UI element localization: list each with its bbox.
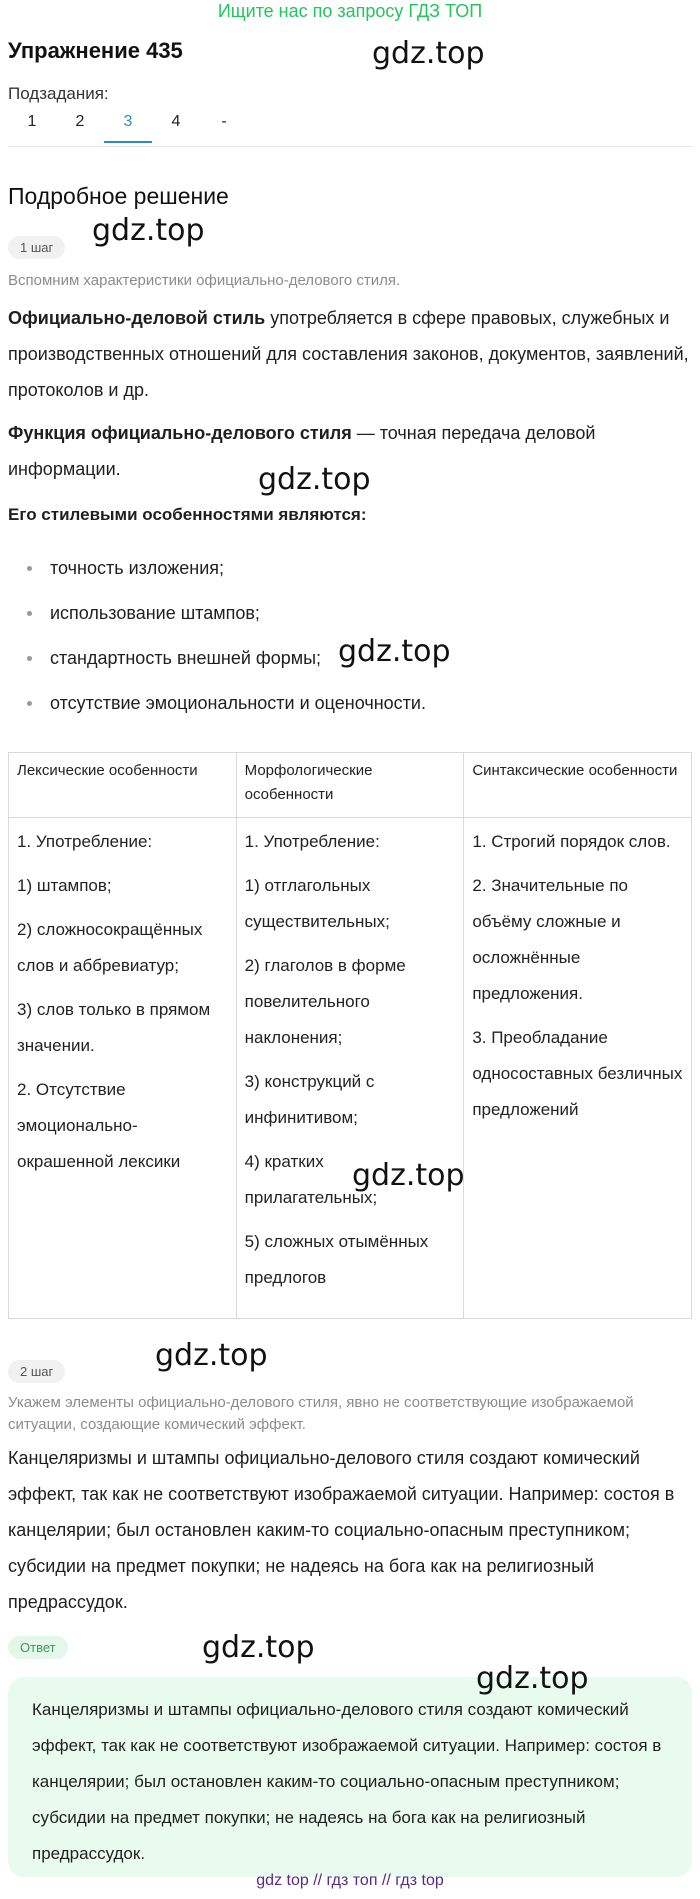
watermark: gdz.top [476, 1661, 589, 1696]
cell-line: 2) сложносокращённых слов и аббревиатур; [17, 920, 203, 975]
watermark: gdz.top [352, 1158, 465, 1193]
watermark: gdz.top [258, 462, 371, 497]
cell-line: 1. Строгий порядок слов. [472, 832, 671, 851]
cell-line: 3) слов только в прямом значении. [17, 1000, 211, 1055]
table-cell-morphological [236, 818, 464, 1319]
divider [8, 146, 692, 147]
watermark: gdz.top [92, 213, 205, 248]
cell-line: 3. Преобладание односоставных безличных предложений [472, 1028, 683, 1119]
watermark: gdz.top [338, 634, 451, 669]
tab-2[interactable]: 2 [75, 113, 85, 130]
cell-line: 1. Употребление: [17, 832, 153, 851]
cell-line: 3) конструкций с инфинитивом; [244, 1072, 375, 1127]
table-header: Морфологические особенности [236, 753, 464, 818]
step-1-badge: 1 шаг [8, 236, 65, 259]
subtask-tabs [8, 113, 248, 143]
tab-3[interactable]: 3 [104, 113, 152, 143]
list-item: использование штампов; [20, 598, 426, 643]
tab-1[interactable]: 1 [27, 113, 37, 130]
table-cell-syntactic [464, 818, 692, 1319]
tab-dash[interactable]: - [221, 113, 227, 130]
cell-line: 1. Употребление: [244, 832, 380, 851]
list-item: точность изложения; [20, 553, 426, 598]
features-heading [8, 497, 692, 533]
footer: gdz top // гдз топ // гдз top [256, 1872, 444, 1889]
page-title: Упражнение 435 [8, 38, 183, 63]
step-2-badge: 2 шаг [8, 1360, 65, 1383]
cell-line: 2. Отсутствие эмоционально-окрашенной лексики [17, 1080, 181, 1171]
cell-line: 2. Значительные по объёму сложные и осложнённые предложения. [472, 876, 629, 1003]
answer-text: Канцеляризмы и штампы официально-делового стиля создают комический эффект, так как не соответствуют изображаемой ситуации. Например: состоя в канцелярии; был остановлен каким-то социально-опасным преступником; субсидии на предмет покупки; не надеясь на бога как на религиозный предрассудок. [32, 1700, 662, 1863]
watermark: gdz.top [155, 1338, 268, 1373]
function-text: — точная передача деловой информации. [8, 423, 596, 479]
list-item: стандартность внешней формы; [20, 643, 426, 688]
style-definition-text: употребляется в сфере правовых, служебных и производственных отношений для составления законов, документов, заявлений, протоколов и др. [8, 308, 689, 400]
cell-line: 5) сложных отымённых предлогов [244, 1232, 429, 1287]
cell-line: 2) глаголов в форме повелительного наклонения; [244, 956, 406, 1047]
table-header: Синтаксические особенности [464, 753, 692, 818]
table-cell-lexical [9, 818, 237, 1319]
style-term: Официально-деловой стиль [8, 308, 266, 328]
subtasks-label: Подзадания: [8, 84, 109, 103]
features-heading-text: Его стилевыми особенностями являются: [8, 505, 367, 524]
watermark: gdz.top [202, 1630, 315, 1665]
watermark: gdz.top [372, 36, 485, 71]
cell-line: 1) штампов; [17, 876, 112, 895]
cell-line: 1) отглагольных существительных; [244, 876, 390, 931]
solution-heading: Подробное решение [8, 183, 229, 209]
table-header: Лексические особенности [9, 753, 237, 818]
step-2-text: Канцеляризмы и штампы официально-делового стиля создают комический эффект, так как не соответствуют изображаемой ситуации. Например: состоя в канцелярии; был остановлен каким-то социально-опасным преступником; субсидии на предмет покупки; не надеясь на бога как на религиозный предрассудок. [8, 1448, 675, 1612]
features-table [8, 752, 692, 1319]
function-term: Функция официально-делового стиля [8, 423, 352, 443]
step-2-hint: Укажем элементы официально-делового стиля, явно не соответствующие изображаемой ситуации, создающие комический эффект. [8, 1394, 634, 1433]
list-item: отсутствие эмоциональности и оценочности. [20, 688, 426, 733]
style-definition [8, 300, 692, 408]
top-banner: Ищите нас по запросу ГДЗ ТОП [217, 1, 483, 21]
answer-badge: Ответ [8, 1636, 68, 1659]
cell-line: 4) кратких прилагательных; [244, 1152, 378, 1207]
tab-4[interactable]: 4 [171, 113, 181, 130]
step-1-hint: Вспомним характеристики официально-делового стиля. [8, 272, 401, 289]
